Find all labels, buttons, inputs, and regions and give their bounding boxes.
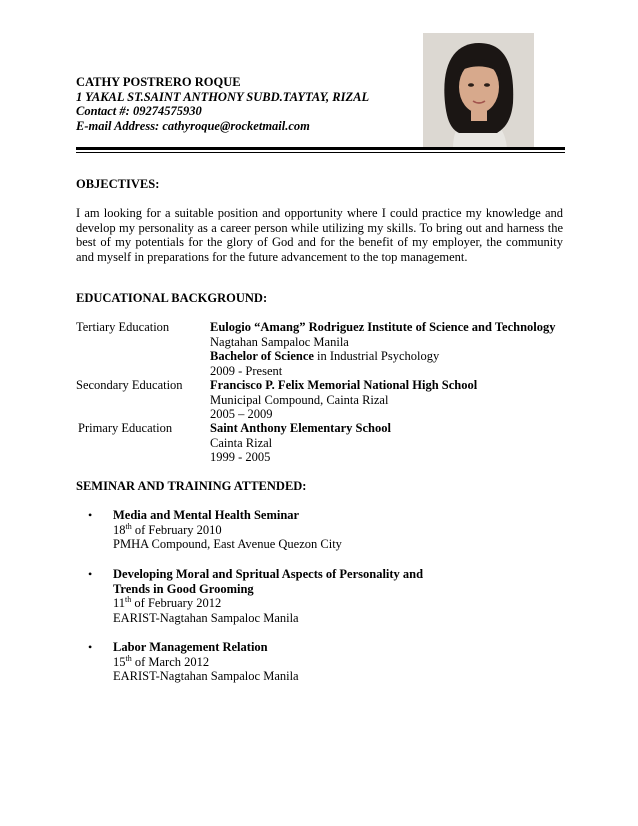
school-name: Eulogio “Amang” Rodriguez Institute of Science and Technology xyxy=(210,320,556,334)
education-details xyxy=(210,378,477,422)
seminar-venue: EARIST-Nagtahan Sampaloc Manila xyxy=(113,610,299,625)
school-years: 2005 – 2009 xyxy=(210,407,273,422)
seminar-venue: EARIST-Nagtahan Sampaloc Manila xyxy=(113,669,299,684)
applicant-email: E-mail Address: cathyroque@rocketmail.com xyxy=(76,118,310,133)
date-rest: of February 2010 xyxy=(131,522,222,537)
date-rest: of March 2012 xyxy=(131,654,210,669)
seminar-title: Media and Mental Health Seminar xyxy=(113,508,300,522)
seminar-title: Labor Management Relation xyxy=(113,640,268,654)
applicant-photo xyxy=(423,33,534,149)
education-heading: EDUCATIONAL BACKGROUND: xyxy=(76,291,268,305)
date-day: 15 xyxy=(113,654,126,669)
school-years: 1999 - 2005 xyxy=(210,450,271,465)
seminar-body xyxy=(113,640,473,684)
seminar-title-continued: Trends in Good Grooming xyxy=(113,581,254,596)
school-location: Cainta Rizal xyxy=(210,435,273,450)
seminars-heading: SEMINAR AND TRAINING ATTENDED: xyxy=(76,479,307,493)
seminar-date xyxy=(113,523,473,538)
school-location: Municipal Compound, Cainta Rizal xyxy=(210,392,389,407)
seminar-body xyxy=(113,567,473,625)
header-divider-thin xyxy=(76,152,565,153)
date-rest: of February 2012 xyxy=(131,596,222,611)
date-suffix: th xyxy=(125,595,132,605)
seminar-date xyxy=(113,596,473,611)
date-day: 11 xyxy=(113,596,126,611)
applicant-address: 1 YAKAL ST.SAINT ANTHONY SUBD.TAYTAY, RIZAL xyxy=(76,89,370,104)
bullet-icon: • xyxy=(88,567,93,581)
objectives-heading: OBJECTIVES: xyxy=(76,177,160,191)
header-divider-thick xyxy=(76,147,565,150)
seminar-title: Developing Moral and Spritual Aspects of Personality and xyxy=(113,567,424,581)
seminar-venue: PMHA Compound, East Avenue Quezon City xyxy=(113,537,342,552)
degree-title: Bachelor of Science xyxy=(210,349,314,364)
education-level: Tertiary Education xyxy=(76,320,170,334)
date-day: 18 xyxy=(113,522,126,537)
education-level: Secondary Education xyxy=(76,378,183,392)
bullet-icon: • xyxy=(88,640,93,654)
degree xyxy=(210,349,556,364)
applicant-name: CATHY POSTRERO ROQUE xyxy=(76,75,241,89)
seminar-body xyxy=(113,508,473,552)
bullet-icon: • xyxy=(88,508,93,522)
applicant-contact: Contact #: 09274575930 xyxy=(76,104,202,119)
school-years: 2009 - Present xyxy=(210,363,283,378)
education-level: Primary Education xyxy=(78,421,173,435)
education-details xyxy=(210,421,391,465)
date-suffix: th xyxy=(125,653,132,663)
degree-field: in Industrial Psychology xyxy=(313,349,440,364)
school-location: Nagtahan Sampaloc Manila xyxy=(210,334,349,349)
objectives-text: I am looking for a suitable position and opportunity where I could practice my knowledge and develop my personality as a career person while utilizing my skills. To bring out and harness the best of my potentials for the glory of God and for the benefit of my employer, the community and myself in preparations for the future advancement to the top management. xyxy=(76,206,563,264)
school-name: Francisco P. Felix Memorial National High School xyxy=(210,378,478,392)
education-details xyxy=(210,320,556,378)
resume-header xyxy=(76,75,406,133)
seminar-date xyxy=(113,655,473,670)
school-name: Saint Anthony Elementary School xyxy=(210,421,391,435)
date-suffix: th xyxy=(125,521,132,531)
